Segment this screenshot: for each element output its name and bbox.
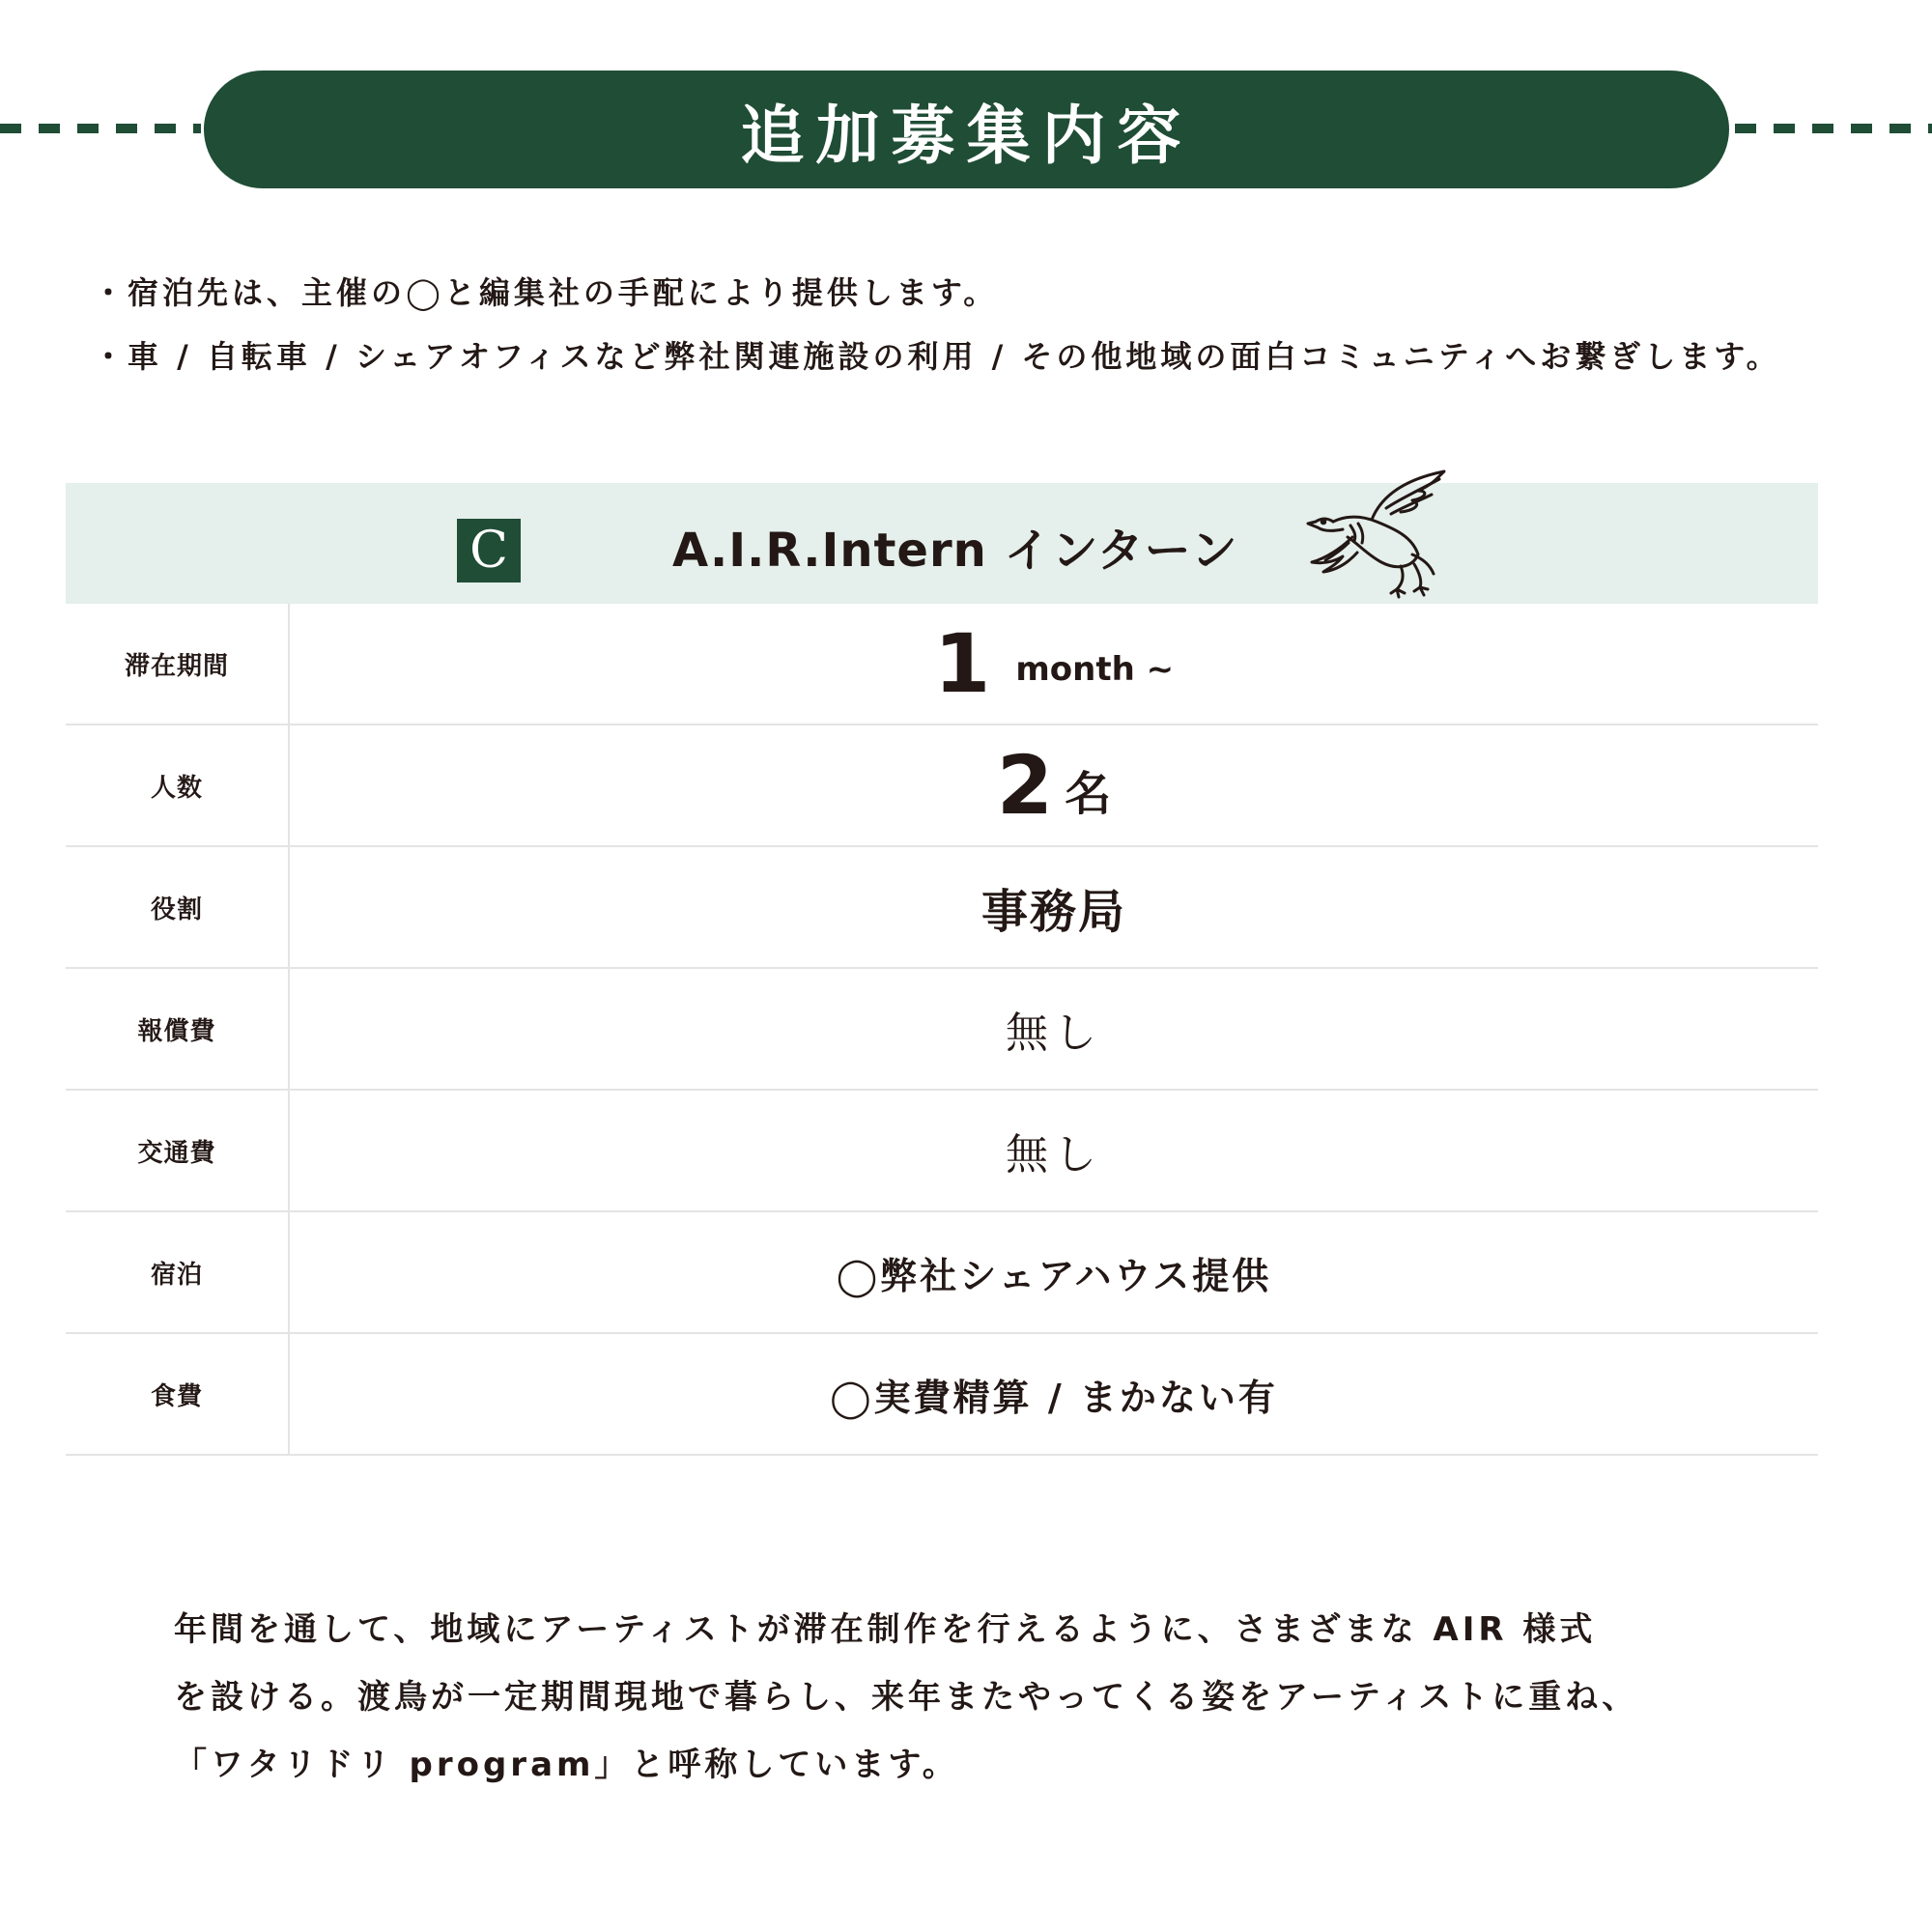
people-unit: 名 [1065, 766, 1112, 821]
row-value [290, 1091, 1818, 1210]
table-row-transport [66, 1091, 1818, 1212]
program-title: A.I.R.Intern インターン [672, 524, 1238, 578]
bullet-item-facilities: ・車 / 自転車 / シェアオフィスなど弊社関連施設の利用 / その他地域の面白コミュニティへお繋ぎします。 [93, 338, 1781, 375]
table-row-meals [66, 1334, 1818, 1456]
row-value [290, 604, 1818, 724]
category-badge: C [457, 519, 521, 582]
row-value [290, 1334, 1818, 1454]
page-title: 追加募集内容 [740, 98, 1193, 173]
dashed-line-left [0, 124, 201, 133]
program-description [174, 1596, 1835, 1799]
stay-period-unit: month ~ [1015, 650, 1175, 689]
meals-value: ◯実費精算 / まかない有 [830, 1376, 1278, 1419]
table-row-lodging [66, 1212, 1818, 1334]
role-value: 事務局 [980, 884, 1126, 939]
lodging-value: ◯弊社シェアハウス提供 [836, 1254, 1272, 1297]
transport-value: 無し [1006, 1130, 1102, 1179]
row-label: 滞在期間 [66, 604, 290, 724]
people-number: 2 [996, 738, 1054, 833]
duck-illustration-icon [1304, 462, 1449, 607]
row-value [290, 1212, 1818, 1332]
table-row-reward [66, 969, 1818, 1091]
dashed-line-right [1735, 124, 1932, 133]
bullet-item-lodging: ・宿泊先は、主催の◯と編集社の手配により提供します。 [93, 274, 999, 311]
description-line: 年間を通して、地域にアーティストが滞在制作を行えるように、さまざまな AIR 様式 [174, 1610, 1597, 1649]
description-line: 「ワタリドリ program」と呼称しています。 [174, 1746, 959, 1784]
row-value [290, 969, 1818, 1089]
table-header [66, 483, 1818, 604]
description-line: を設ける。渡鳥が一定期間現地で暮らし、来年またやってくる姿をアーティストに重ね、 [174, 1678, 1639, 1717]
table-row-role [66, 847, 1818, 969]
row-label: 役割 [66, 847, 290, 967]
row-label: 宿泊 [66, 1212, 290, 1332]
reward-value: 無し [1006, 1009, 1102, 1058]
table-row-stay-period [66, 604, 1818, 725]
row-value [290, 725, 1818, 845]
info-bullet-list [93, 261, 1909, 388]
row-label: 人数 [66, 725, 290, 845]
row-label: 食費 [66, 1334, 290, 1454]
row-value [290, 847, 1818, 967]
row-label: 交通費 [66, 1091, 290, 1210]
table-row-people [66, 725, 1818, 847]
section-banner [204, 71, 1729, 188]
row-label: 報償費 [66, 969, 290, 1089]
stay-period-number: 1 [933, 616, 991, 711]
recruitment-table [66, 483, 1818, 1456]
